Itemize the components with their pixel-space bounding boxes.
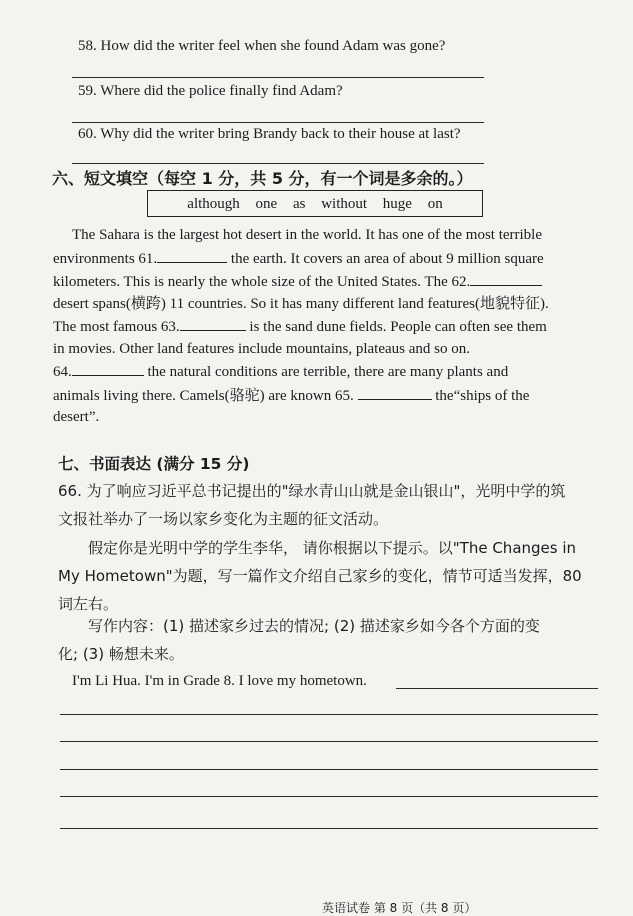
answer-line-59[interactable] <box>72 122 484 123</box>
writing-prompt-line: 化; (3) 畅想未来。 <box>58 645 184 663</box>
writing-prompt-line: 假定你是光明中学的学生李华， 请你根据以下提示。以"The Changes in <box>88 539 577 557</box>
word-bank-item: on <box>427 196 443 212</box>
essay-line[interactable] <box>60 828 598 829</box>
passage-line: desert spans(横跨) 11 countries. So it has many different land features(地貌特征). <box>53 295 549 312</box>
blank-64[interactable] <box>72 360 144 376</box>
writing-prompt-line: 写作内容：(1) 描述家乡过去的情况; (2) 描述家乡如今各个方面的变 <box>88 617 540 635</box>
section-6-title: 六、短文填空（每空 1 分，共 5 分，有一个词是多余的。） <box>52 169 473 188</box>
passage-line: desert”. <box>53 409 100 425</box>
essay-line[interactable] <box>60 714 598 715</box>
essay-line[interactable] <box>396 688 598 689</box>
writing-prompt-line: My Hometown"为题，写一篇作文介绍自己家乡的变化，情节可适当发挥，80 <box>58 567 582 585</box>
essay-line[interactable] <box>60 741 598 742</box>
essay-line[interactable] <box>60 796 598 797</box>
section-7-title: 七、书面表达 (满分 15 分) <box>58 455 250 473</box>
question-58: 58. How did the writer feel when she found Adam was gone? <box>78 38 446 54</box>
essay-line[interactable] <box>60 769 598 770</box>
passage-line: The Sahara is the largest hot desert in the world. It has one of the most terrible <box>72 227 543 243</box>
word-bank-item: huge <box>382 196 412 212</box>
blank-63[interactable] <box>180 315 246 331</box>
question-59: 59. Where did the police finally find Adam? <box>78 83 343 99</box>
passage-line: kilometers. This is nearly the whole size of the United States. The 62. <box>53 270 599 294</box>
blank-61[interactable] <box>157 247 227 263</box>
blank-65[interactable] <box>358 384 432 400</box>
word-bank-item: without <box>321 196 368 212</box>
passage-line: in movies. Other land features include mountains, plateaus and so on. <box>53 340 470 357</box>
writing-prompt-line: 文报社举办了一场以家乡变化为主题的征文活动。 <box>58 510 389 528</box>
answer-line-60[interactable] <box>72 163 484 164</box>
passage-line: The most famous 63. is the sand dune fields. People can often see them <box>53 315 599 339</box>
question-60: 60. Why did the writer bring Brandy back to their house at last? <box>78 126 461 142</box>
passage <box>53 225 599 429</box>
writing-prompt-line: 66. 为了响应习近平总书记提出的"绿水青山山就是金山银山"，光明中学的筑 <box>58 482 566 500</box>
passage-line: environments 61. the earth. It covers an area of about 9 million square <box>53 247 599 271</box>
word-bank-item: as <box>292 196 306 212</box>
passage-line: animals living there. Camels(骆驼) are known 65. the“ships of the <box>53 384 599 408</box>
writing-prompt-line: 词左右。 <box>58 595 119 613</box>
word-bank-item: although <box>187 196 240 212</box>
page-footer: 英语试卷 第 8 页（共 8 页） <box>322 901 477 915</box>
word-bank <box>147 190 483 217</box>
essay-starter: I'm Li Hua. I'm in Grade 8. I love my hometown. <box>72 673 367 689</box>
blank-62[interactable] <box>470 270 542 286</box>
passage-line: 64. the natural conditions are terrible, there are many plants and <box>53 360 599 384</box>
word-bank-item: one <box>255 196 278 212</box>
answer-line-58[interactable] <box>72 77 484 78</box>
